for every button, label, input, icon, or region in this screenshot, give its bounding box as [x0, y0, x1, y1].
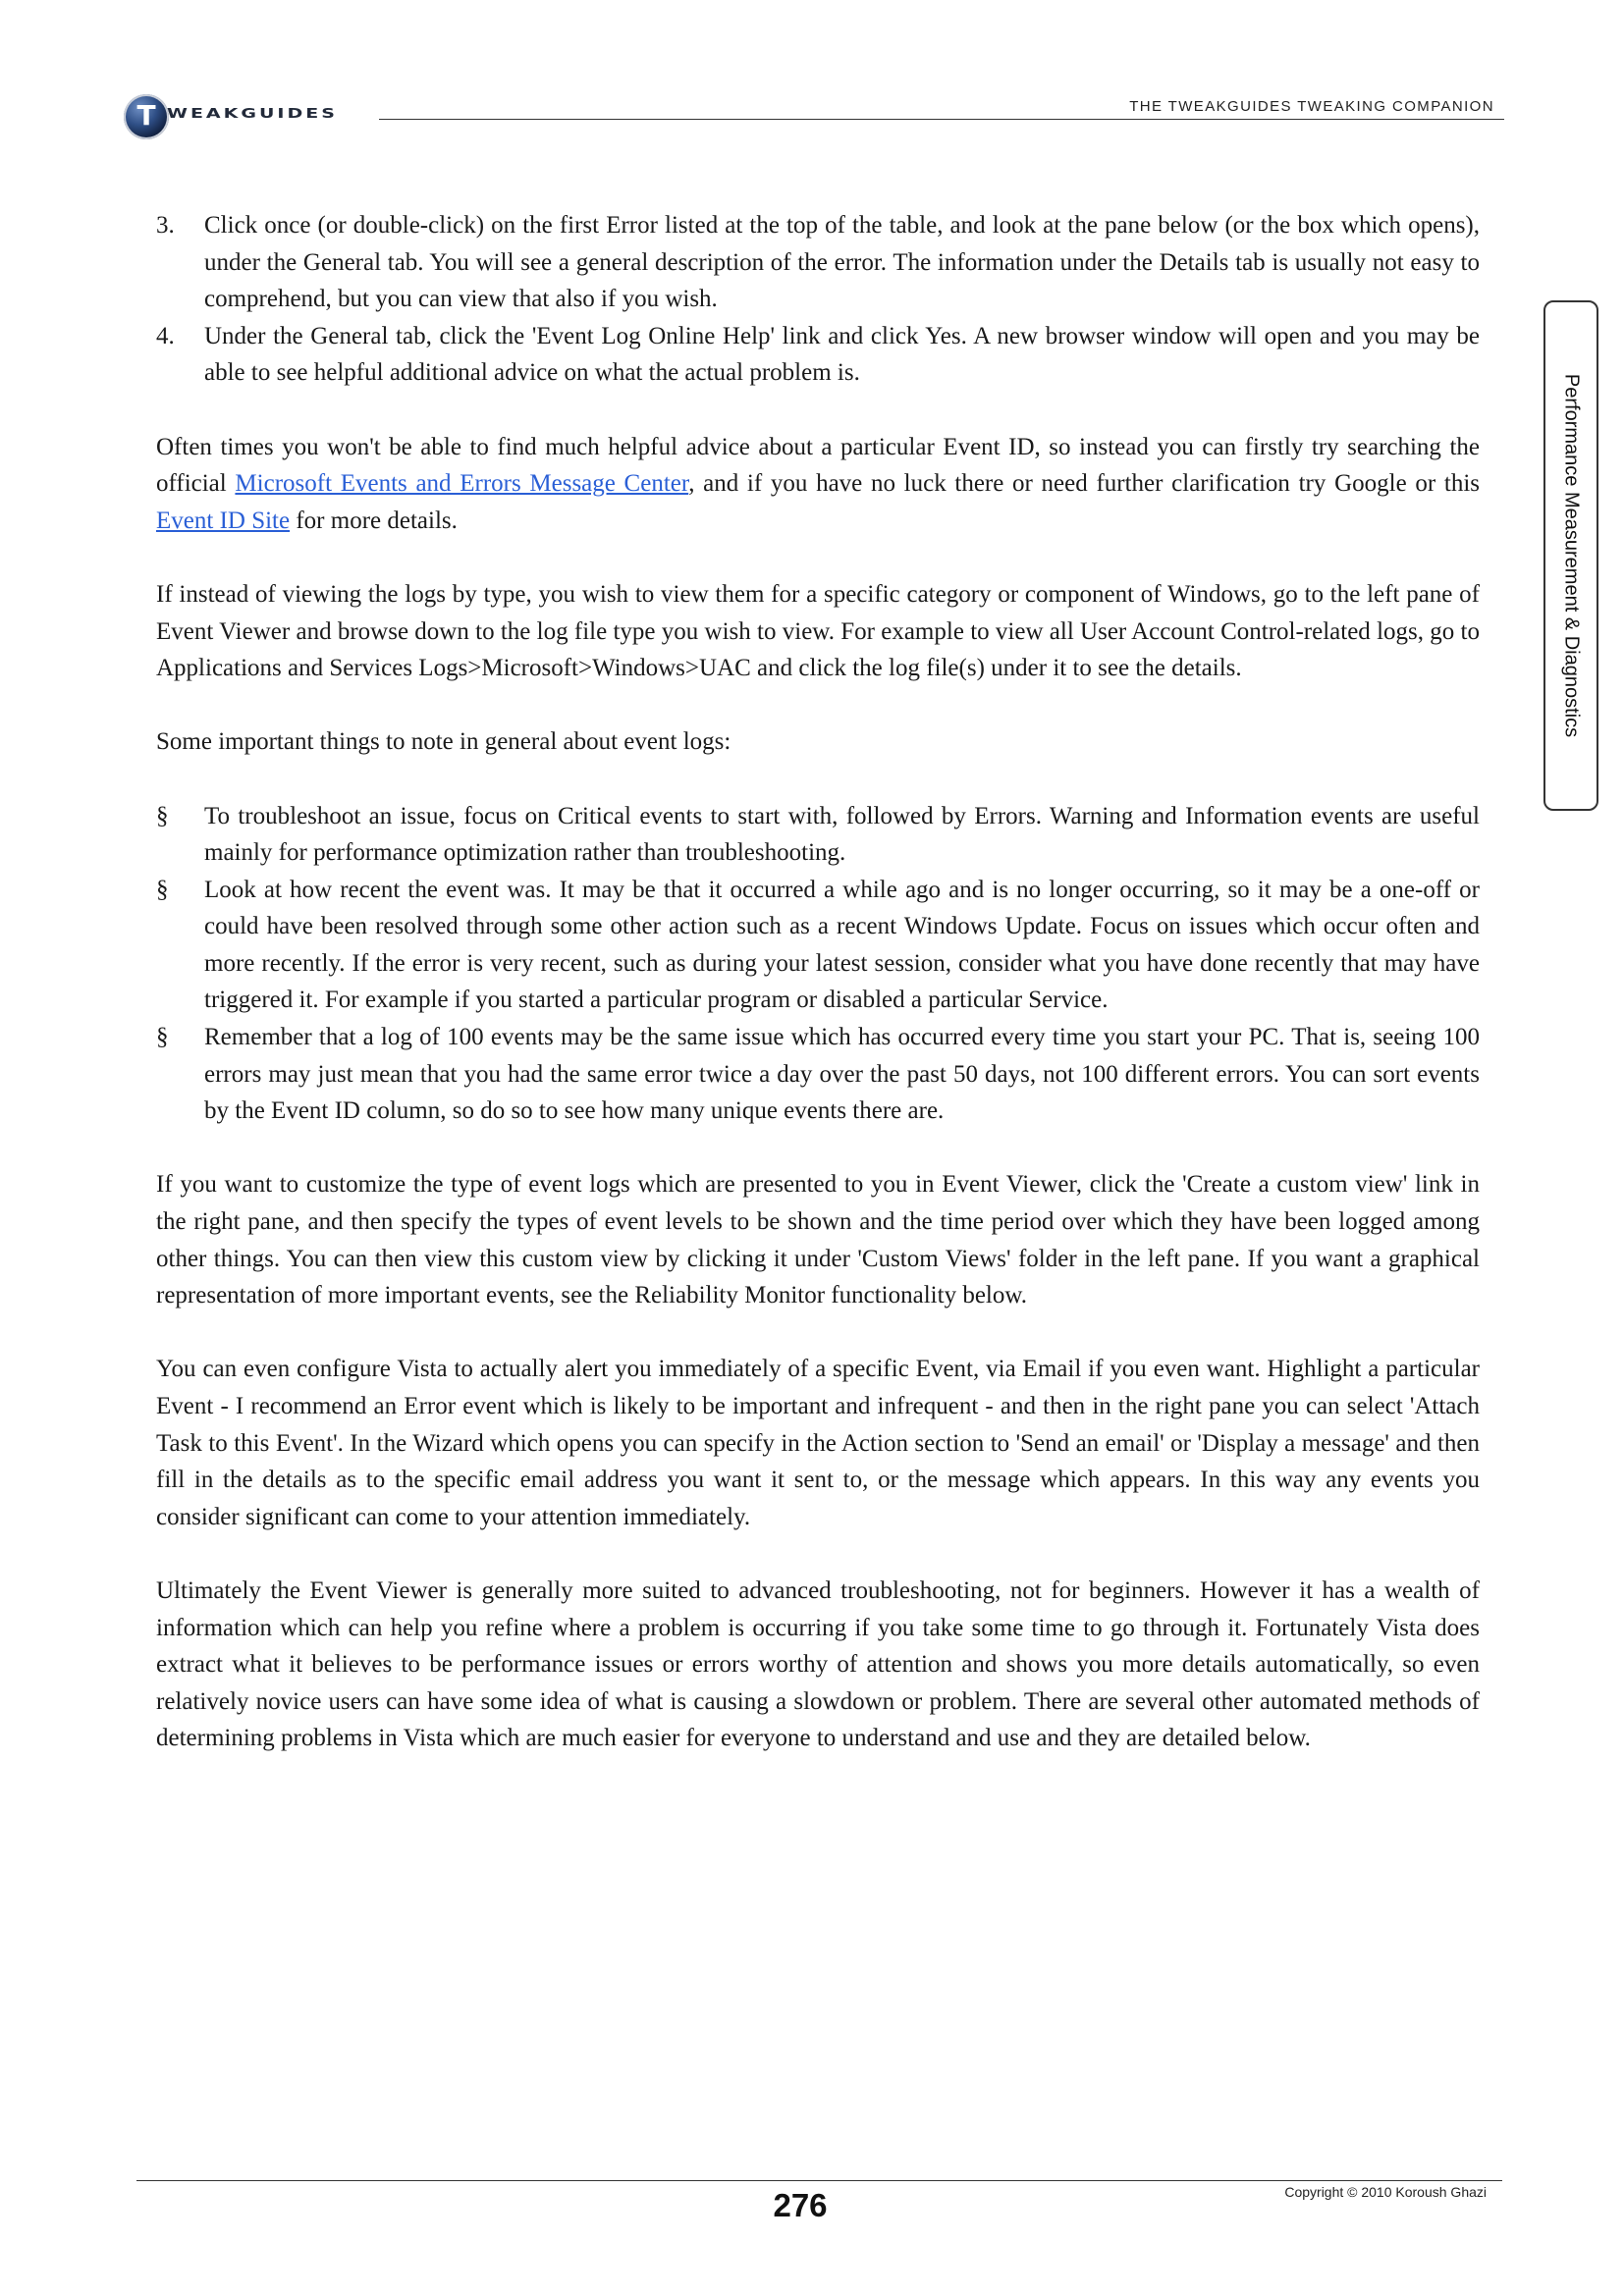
header-title: THE TWEAKGUIDES TWEAKING COMPANION [1129, 98, 1494, 115]
list-item [156, 318, 1480, 392]
microsoft-events-link[interactable]: Microsoft Events and Errors Message Center [235, 470, 689, 498]
step-text: Click once (or double-click) on the first Error listed at the top of the table, and look at the pane below (or the box which opens), under the General tab. You will see a general description of the error. The information under the Details tab is usually not easy to comprehend, but you can view that also if you wish. [204, 212, 1480, 313]
list-item [156, 872, 1480, 1019]
page-content [156, 207, 1480, 1794]
note-text: To troubleshoot an issue, focus on Critical events to start with, followed by Errors. Warning and Information events are useful mainly for performance optimization rather than troubleshooting. [204, 802, 1480, 867]
page-header [0, 0, 1624, 157]
chapter-side-tab [1543, 300, 1598, 811]
paragraph-event-id-help [156, 429, 1480, 540]
list-item [156, 207, 1480, 318]
paragraph-custom-view: If you want to customize the type of event logs which are presented to you in Event Viewer, click the 'Create a custom view' link in the right pane, and then specify the types of event levels to be shown and the time period over which they have been logged among other things. You can then view this custom view by clicking it under 'Custom Views' folder in the left pane. If you want a graphical representation of more important events, see the Reliability Monitor functionality below. [156, 1171, 1480, 1309]
steps-list [156, 207, 1480, 392]
section-bullet-icon: § [156, 802, 169, 829]
list-item [156, 798, 1480, 872]
paragraph-conclusion: Ultimately the Event Viewer is generally more suited to advanced troubleshooting, not for beginners. However it has a wealth of information which can help you refine where a problem is occurring if you take some time to go through it. Fortunately Vista does extract what it believes to be performance issues or errors worthy of attention and shows you more details automatically, so even relatively novice users can have some idea of what is causing a slowdown or problem. There are several other automated methods of determining problems in Vista which are much easier for everyone to understand and use and they are detailed below. [156, 1576, 1480, 1752]
note-text: Look at how recent the event was. It may be that it occurred a while ago and is no longer occurring, so it may be a one-off or could have been resolved through some other action such as a recent Windows Update. Focus on issues which occur often and more recently. If the error is very recent, such as during your latest session, consider what you have done recently that may have triggered it. For example if you started a particular program or disabled a particular Service. [204, 876, 1480, 1014]
event-id-site-link[interactable]: Event ID Site [156, 507, 291, 534]
section-bullet-icon: § [156, 1024, 169, 1051]
notes-list [156, 798, 1480, 1130]
paragraph-notes-intro: Some important things to note in general about event logs: [156, 728, 731, 756]
chapter-side-tab-label: Performance Measurement & Diagnostics [1560, 373, 1583, 738]
header-divider [379, 119, 1504, 120]
tweakguides-logo [124, 94, 379, 143]
logo-wordmark: WEAKGUIDES [167, 106, 338, 122]
paragraph-view-by-category: If instead of viewing the logs by type, you wish to view them for a specific category or component of Windows, go to the left pane of Event Viewer and browse down to the log file type you wish to view. For example to view all User Account Control-related logs, go to Applications and Services Logs>Microsoft>Windows>UAC and click the log file(s) under it to see the details. [156, 580, 1480, 682]
paragraph-text: for more details. [290, 507, 458, 534]
copyright-notice: Copyright © 2010 Koroush Ghazi [1284, 2184, 1487, 2200]
page-number: 276 [773, 2187, 828, 2223]
paragraph-text: Often times you won't be able to find much helpful advice about a particular Event ID, so instead you can firstly try searching the official [156, 433, 1480, 498]
logo-letter: T [136, 99, 156, 132]
paragraph-text: , and if you have no luck there or need further clarification try Google or this [688, 470, 1480, 498]
footer-divider [136, 2180, 1502, 2181]
note-text: Remember that a log of 100 events may be the same issue which has occurred every time you start your PC. That is, seeing 100 errors may just mean that you had the same error twice a day over the past 50 days, not 100 different errors. You can sort events by the Event ID column, so do so to see how many unique events there are. [204, 1024, 1480, 1125]
section-bullet-icon: § [156, 876, 169, 903]
step-number: 3. [156, 212, 175, 239]
step-number: 4. [156, 322, 175, 349]
step-text: Under the General tab, click the 'Event Log Online Help' link and click Yes. A new browser window will open and you may be able to see helpful additional advice on what the actual problem is. [204, 322, 1480, 387]
list-item [156, 1019, 1480, 1130]
logo-globe-icon [124, 94, 169, 139]
paragraph-event-alert: You can even configure Vista to actually alert you immediately of a specific Event, via Email if you even want. Highlight a particular Event - I recommend an Error event which is likely to be important and infrequent - and then in the right pane you can select 'Attach Task to this Event'. In the Wizard which opens you can specify in the Action section to 'Send an email' or 'Display a message' and then fill in the details as to the specific email address you want it sent to, or the message which appears. In this way any events you consider significant can come to your attention immediately. [156, 1356, 1480, 1530]
